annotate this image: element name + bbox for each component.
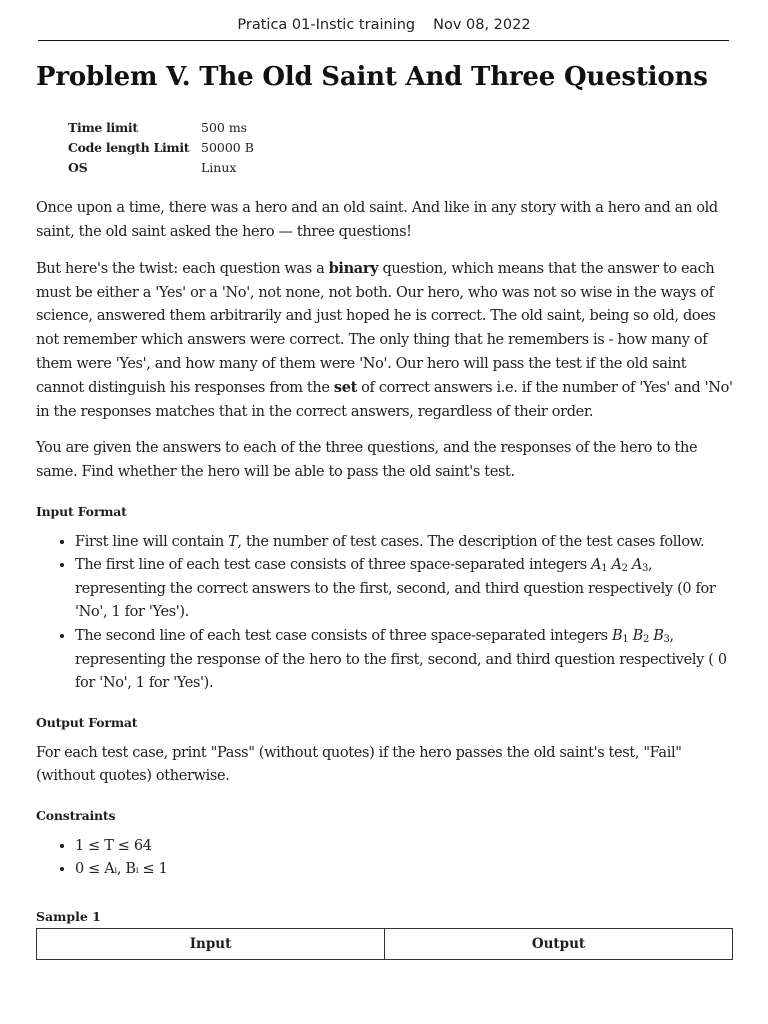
constraint-item: • 1 ≤ T ≤ 64 [75, 835, 734, 859]
set-emphasis: set [333, 379, 357, 397]
contest-name: Pratica 01-Instic training [237, 17, 416, 33]
list-item: • The first line of each test case consists of three space-separated integers $A_1$ $A_2$ $A_3$, representing the correct answers to the first, second, and third question respectively (0 for 'No', 1 for 'Yes'). [75, 554, 734, 625]
limit-row-os [68, 158, 254, 178]
sample-input-header: Input [37, 929, 385, 960]
header-divider [38, 40, 729, 41]
constraints-heading: Constraints [36, 807, 116, 823]
limit-value: 50000 B [201, 140, 254, 155]
limit-row-code-length [68, 138, 254, 158]
limit-key: Code length Limit [68, 140, 190, 155]
input-format-list [36, 531, 734, 696]
limit-value: Linux [201, 160, 237, 175]
statement-paragraph-1: Once upon a time, there was a hero and an old saint. And like in any story with a hero and an old saint, the old saint asked the hero — three questions! [36, 200, 718, 240]
list-item: • First line will contain T, the number of test cases. The description of the test cases follow. [75, 531, 734, 555]
output-format-text: For each test case, print "Pass" (without quotes) if the hero passes the old saint's test, "Fail" (without quotes) otherwise. [36, 744, 682, 785]
math-b-variables: $B_1$ $B_2$ $B_3$ [612, 627, 670, 645]
limit-value: 500 ms [201, 120, 248, 135]
sample-label: Sample 1 [36, 909, 101, 924]
limit-key: Time limit [68, 120, 138, 135]
problem-title: Problem V. The Old Saint And Three Questions [36, 62, 708, 92]
sample-table [36, 928, 733, 960]
constraints-list [36, 835, 734, 882]
limit-row-time [68, 118, 254, 138]
limit-key: OS [68, 160, 88, 175]
sample-output-header: Output [385, 929, 733, 960]
problem-statement [36, 197, 734, 882]
binary-emphasis: binary [328, 260, 379, 278]
statement-paragraph-3: You are given the answers to each of the three questions, and the responses of the hero to the same. Find whether the hero will be able to pass the old saint's test. [36, 440, 698, 480]
page-header [0, 17, 768, 33]
contest-date: Nov 08, 2022 [433, 17, 531, 33]
constraint-item: • 0 ≤ Aᵢ, Bᵢ ≤ 1 [75, 858, 734, 882]
math-variable: T [228, 533, 238, 550]
list-item: • The second line of each test case consists of three space-separated integers $B_1$ $B_2$ $B_3$, representing the response of the hero to the first, second, and third question respectively ( 0 for 'No', 1 for 'Yes'). [75, 625, 734, 696]
input-format-heading: Input Format [36, 503, 127, 519]
math-a-variables: $A_1$ $A_2$ $A_3$ [591, 557, 649, 575]
output-format-heading: Output Format [36, 714, 138, 730]
statement-paragraph-2: But here's the twist: each question was a binary question, which means that the answer to each must be either a 'Yes' or a 'No', not none, not both. Our hero, who was not so wise in the ways of science, answered them arbitrarily and just hoped he is correct. The old saint, being so old, does not remember which answers were correct. The only thing that he remembers is - how many of them were 'Yes', and how many of them were 'No'. Our hero will pass the test if the old saint cannot distinguish his responses from the set of correct answers i.e. if the number of 'Yes' and 'No' in the responses matches that in the correct answers, regardless of their order. [36, 260, 733, 420]
limits-table [68, 118, 254, 178]
